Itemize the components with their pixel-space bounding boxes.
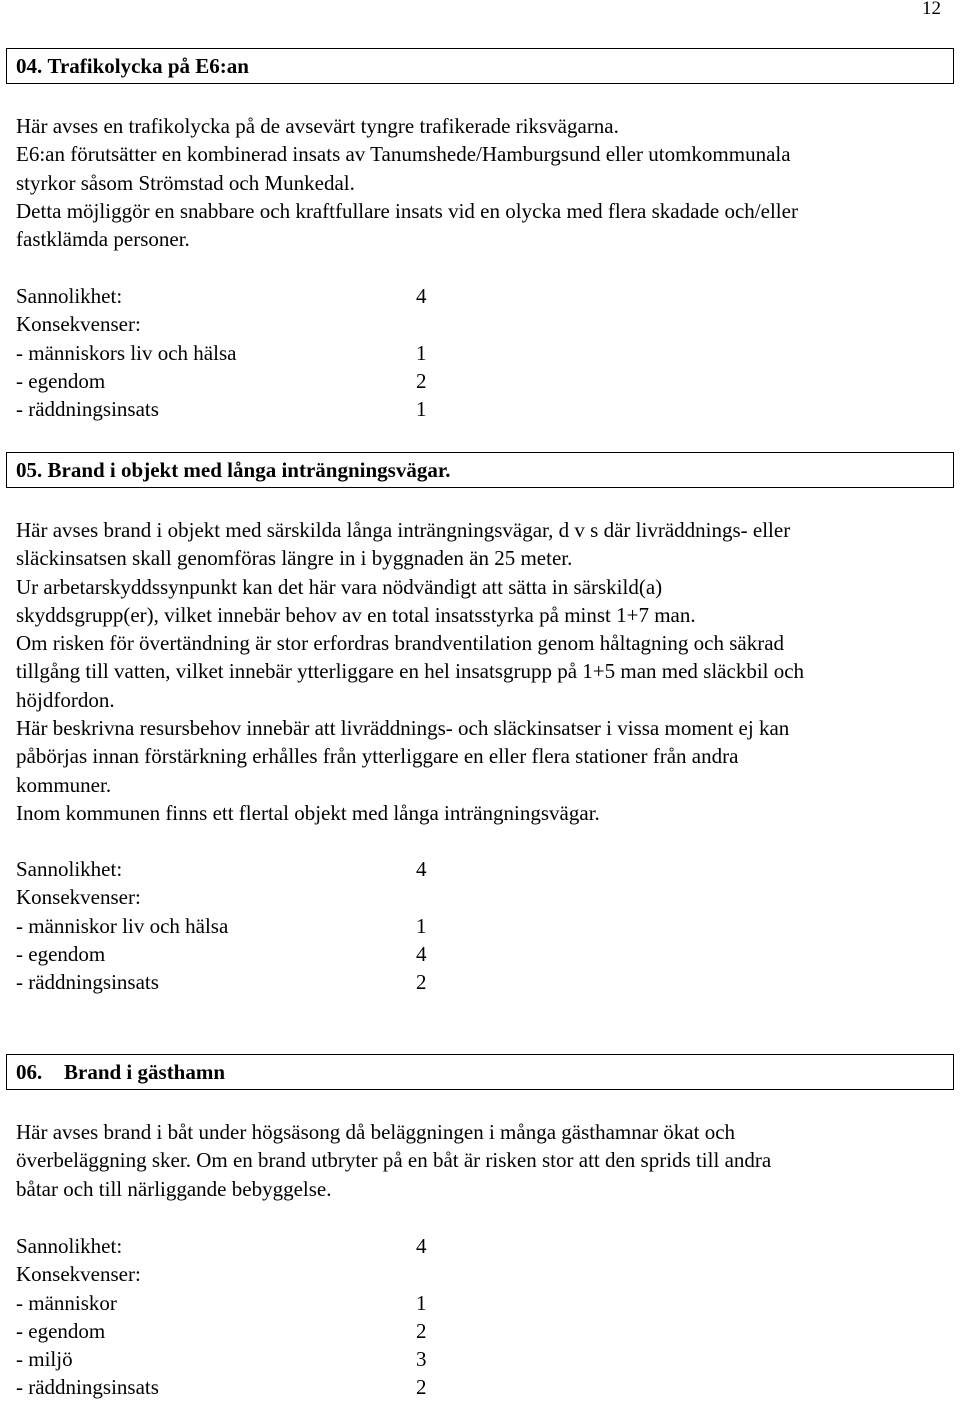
consequence-label: - människors liv och hälsa [16, 340, 237, 365]
text-line: Här beskrivna resursbehov innebär att livräddnings- och släckinsatser i vissa moment ej kan [16, 716, 790, 741]
consequence-label: - egendom [16, 368, 106, 393]
probability-label: Sannolikhet: [16, 284, 123, 308]
rating-block-05 [16, 855, 446, 996]
text-line: båtar och till närliggande bebyggelse. [16, 1176, 332, 1201]
text-line: överbeläggning sker. Om en brand utbryter på en båt är risken stor att den sprids till andra [16, 1148, 772, 1173]
consequence-value: 2 [416, 970, 427, 995]
consequence-value: 3 [416, 1347, 427, 1372]
text-line: Ur arbetarskyddssynpunkt kan det här vara nödvändigt att sätta in särskild(a) [16, 574, 663, 599]
text-line: kommuner. [16, 772, 112, 797]
section-title: Trafikolycka på E6:an [47, 53, 249, 78]
consequences-label: Konsekvenser: [16, 885, 141, 910]
rating-block-04 [16, 282, 446, 423]
consequences-label: Konsekvenser: [16, 312, 141, 337]
consequence-label: - människor [16, 1290, 117, 1315]
text-line: Om risken för övertändning är stor erfordras brandventilation genom håltagning och säkrad [16, 631, 785, 656]
consequence-value: 1 [416, 340, 427, 365]
consequence-value: 4 [416, 941, 427, 966]
text-line: Här avses brand i objekt med särskilda långa inträngningsvägar, d v s där livräddnings- eller [16, 518, 791, 542]
consequence-value: 1 [416, 1290, 427, 1315]
text-line: skyddsgrupp(er), vilket innebär behov av en total insatsstyrka på minst 1+7 man. [16, 602, 696, 627]
text-line: släckinsatsen skall genomföras längre in i byggnaden än 25 meter. [16, 546, 573, 571]
text-line: tillgång till vatten, vilket innebär ytterliggare en hel insatsgrupp på 1+5 man med släckbil och [16, 659, 805, 684]
consequences-label: Konsekvenser: [16, 1262, 141, 1287]
probability-label: Sannolikhet: [16, 1234, 123, 1258]
consequence-label: - räddningsinsats [16, 1375, 159, 1400]
section-heading-04 [6, 48, 954, 84]
text-line: Inom kommunen finns ett flertal objekt med långa inträngningsvägar. [16, 800, 600, 825]
page-number: 12 [922, 0, 941, 19]
consequence-label: - egendom [16, 941, 106, 966]
text-line: påbörjas innan förstärkning erhålles från ytterliggare en eller flera stationer från andra [16, 744, 739, 769]
text-line: Detta möjliggör en snabbare och kraftfullare insats vid en olycka med flera skadade och/eller [16, 198, 798, 223]
probability-value: 4 [416, 857, 427, 881]
section-text-05 [16, 516, 946, 827]
consequence-value: 2 [416, 1318, 427, 1343]
probability-label: Sannolikhet: [16, 857, 123, 881]
text-line: höjdfordon. [16, 687, 115, 712]
section-number: 06. [16, 1059, 43, 1084]
section-number: 04. [16, 53, 43, 78]
text-line: fastklämda personer. [16, 227, 190, 252]
consequence-label: - räddningsinsats [16, 397, 159, 422]
consequence-label: - egendom [16, 1318, 106, 1343]
probability-value: 4 [416, 1234, 427, 1258]
text-line: Här avses brand i båt under högsäsong då beläggningen i många gästhamnar ökat och [16, 1120, 736, 1144]
consequence-value: 2 [416, 1375, 427, 1400]
consequence-value: 2 [416, 368, 427, 393]
section-text-06 [16, 1118, 946, 1203]
rating-block-06 [16, 1232, 446, 1402]
text-line: Här avses en trafikolycka på de avsevärt tyngre trafikerade riksvägarna. [16, 114, 619, 138]
section-title: Brand i gästhamn [64, 1059, 226, 1084]
consequence-label: - människor liv och hälsa [16, 913, 229, 938]
section-heading-05 [6, 452, 954, 488]
section-number: 05. [16, 457, 43, 482]
consequence-value: 1 [416, 397, 427, 422]
consequence-label: - miljö [16, 1347, 73, 1372]
section-title: Brand i objekt med långa inträngningsvägar. [47, 457, 451, 482]
consequence-label: - räddningsinsats [16, 970, 159, 995]
probability-value: 4 [416, 284, 427, 308]
section-heading-06 [6, 1054, 954, 1090]
consequence-value: 1 [416, 913, 427, 938]
text-line: styrkor såsom Strömstad och Munkedal. [16, 170, 355, 195]
text-line: E6:an förutsätter en kombinerad insats av Tanumshede/Hamburgsund eller utomkommunala [16, 142, 791, 167]
section-text-04 [16, 112, 946, 253]
